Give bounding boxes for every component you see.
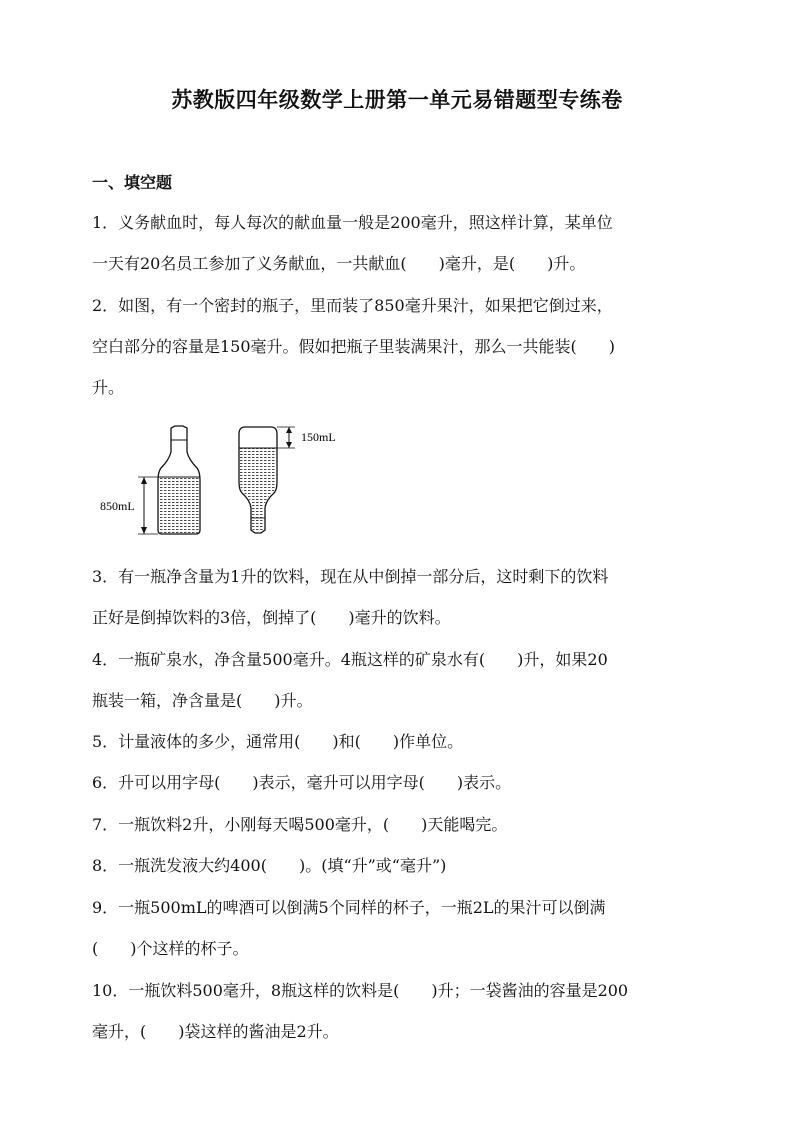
question-line: 一天有20名员工参加了义务献血，一共献血( )毫升，是( )升。 <box>92 254 586 273</box>
question-line: 升。 <box>92 378 125 397</box>
question-4 <box>92 639 722 721</box>
question-line: 瓶装一箱，净含量是( )升。 <box>92 691 313 710</box>
question-line: 9．一瓶500mL的啤酒可以倒满5个同样的杯子，一瓶2L的果汁可以倒满 <box>92 898 606 917</box>
question-line: 4．一瓶矿泉水，净含量500毫升。4瓶这样的矿泉水有( )升，如果20 <box>92 650 608 669</box>
bottle-diagram <box>96 420 356 540</box>
page-title: 苏教版四年级数学上册第一单元易错题型专练卷 <box>171 87 623 112</box>
label-150ml: 150mL <box>301 430 336 444</box>
question-8 <box>92 845 722 886</box>
bottle-figure <box>96 420 356 540</box>
question-line: 正好是倒掉饮料的3倍，倒掉了( )毫升的饮料。 <box>92 608 451 627</box>
question-line: 毫升，( )袋这样的酱油是2升。 <box>92 1022 339 1041</box>
question-line: 2．如图，有一个密封的瓶子，里而装了850毫升果汁，如果把它倒过来， <box>92 296 613 315</box>
question-line: 6．升可以用字母( )表示，毫升可以用字母( )表示。 <box>92 773 512 792</box>
question-2 <box>92 285 722 408</box>
question-line: 10．一瓶饮料500毫升，8瓶这样的饮料是( )升；一袋酱油的容量是200 <box>92 981 629 1000</box>
question-1 <box>92 202 722 284</box>
question-line: 7．一瓶饮料2升，小刚每天喝500毫升，( )天能喝完。 <box>92 815 508 834</box>
question-5 <box>92 721 722 762</box>
upright-bottle <box>138 426 200 534</box>
label-850ml: 850mL <box>100 499 135 513</box>
question-line: 空白部分的容量是150毫升。假如把瓶子里装满果汁，那么一共能装( ) <box>92 337 616 356</box>
question-6 <box>92 762 722 803</box>
question-line: 3．有一瓶净含量为1升的饮料，现在从中倒掉一部分后，这时剩下的饮料 <box>92 567 609 586</box>
question-9 <box>92 887 722 969</box>
question-10 <box>92 970 722 1052</box>
question-line: 8．一瓶洗发液大约400( )。(填“升”或“毫升”) <box>92 856 447 875</box>
inverted-bottle <box>239 427 295 533</box>
section-heading: 一、填空题 <box>92 173 173 192</box>
question-line: 5．计量液体的多少，通常用( )和( )作单位。 <box>92 732 464 751</box>
question-line: 1．义务献血时，每人每次的献血量一般是200毫升，照这样计算，某单位 <box>92 213 613 232</box>
question-line: ( )个这样的杯子。 <box>92 939 249 958</box>
question-7 <box>92 804 722 845</box>
question-3 <box>92 556 722 638</box>
